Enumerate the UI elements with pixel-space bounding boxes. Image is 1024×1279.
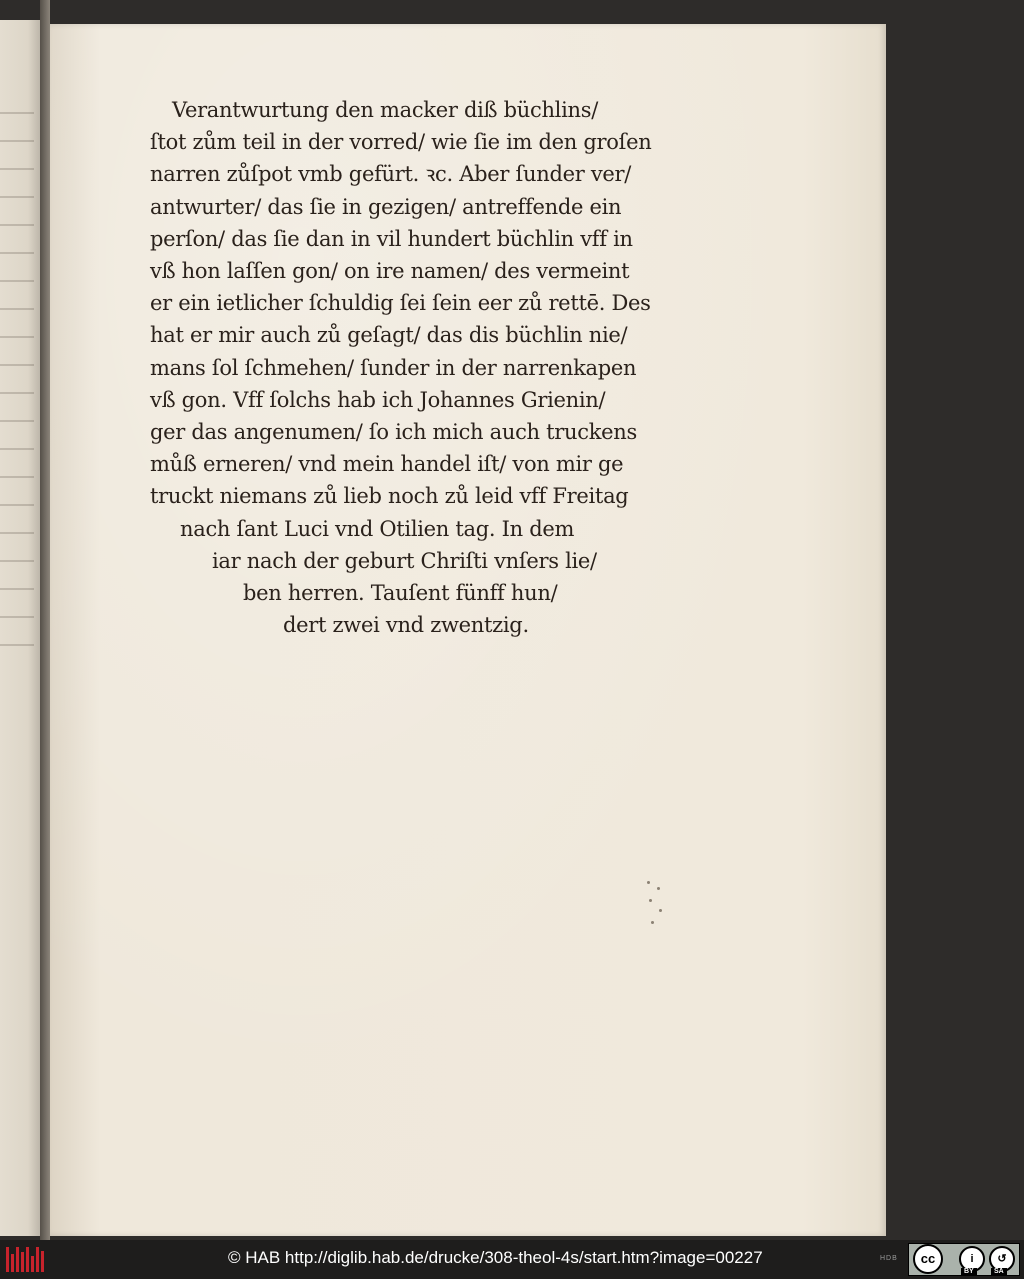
text-line: antwurter/ das ſie in gezigen/ antreffende ein xyxy=(150,194,622,219)
colophon-text xyxy=(150,94,710,641)
text-line: hat er mir auch zů geſagt/ das dis büchlin nie/ xyxy=(150,323,628,348)
text-line: vß gon. Vff ſolchs hab ich Johannes Grienin/ xyxy=(150,387,606,412)
provider-tag: HDB xyxy=(880,1255,898,1262)
text-line: mans ſol ſchmehen/ ſunder in der narrenkapen xyxy=(150,355,637,380)
previous-page-text-bleed xyxy=(0,100,34,660)
cc-license-badge[interactable] xyxy=(908,1243,1020,1276)
scanned-page xyxy=(50,24,886,1236)
attribution-icon: i xyxy=(959,1246,985,1272)
copyright-link[interactable]: © HAB http://diglib.hab.de/drucke/308-theol-4s/start.htm?image=00227 xyxy=(228,1248,763,1267)
previous-page-edge xyxy=(0,20,40,1236)
text-line: můß erneren/ vnd mein handel iſt/ von mir ge xyxy=(150,452,624,477)
text-line: iar nach der geburt Chriſti vnſers lie/ xyxy=(212,548,597,573)
text-line: narren zůſpot vmb gefürt. ꝛc. Aber ſunder ver/ xyxy=(150,162,632,187)
text-line: ger das angenumen/ ſo ich mich auch truckens xyxy=(150,420,637,445)
book-gutter xyxy=(40,0,50,1240)
text-line: ben herren. Tauſent fünff hun/ xyxy=(243,581,558,606)
share-alike-icon: ↺ xyxy=(989,1246,1015,1272)
cc-icon: cc xyxy=(913,1244,943,1274)
sa-label: SA xyxy=(991,1268,1007,1276)
by-label: BY xyxy=(961,1268,977,1276)
text-line: perſon/ das ſie dan in vil hundert büchlin vff in xyxy=(150,226,633,251)
hab-logo-icon xyxy=(6,1247,44,1272)
text-line: nach ſant Luci vnd Otilien tag. In dem xyxy=(180,516,575,541)
text-line: Verantwurtung den macker diß büchlins/ xyxy=(172,98,598,122)
text-line: dert zwei vnd zwentzig. xyxy=(283,613,529,638)
text-line: vß hon laſſen gon/ on ire namen/ des vermeint xyxy=(150,259,630,284)
text-line: er ein ietlicher ſchuldig ſei ſein eer zů rettē. Des xyxy=(150,291,651,316)
footer-bar xyxy=(0,1240,1024,1279)
paper-specks xyxy=(645,879,675,929)
text-line: truckt niemans zů lieb noch zů leid vff Freitag xyxy=(150,484,629,509)
text-line: ſtot zům teil in der vorred/ wie ſie im den groſen xyxy=(150,130,652,155)
